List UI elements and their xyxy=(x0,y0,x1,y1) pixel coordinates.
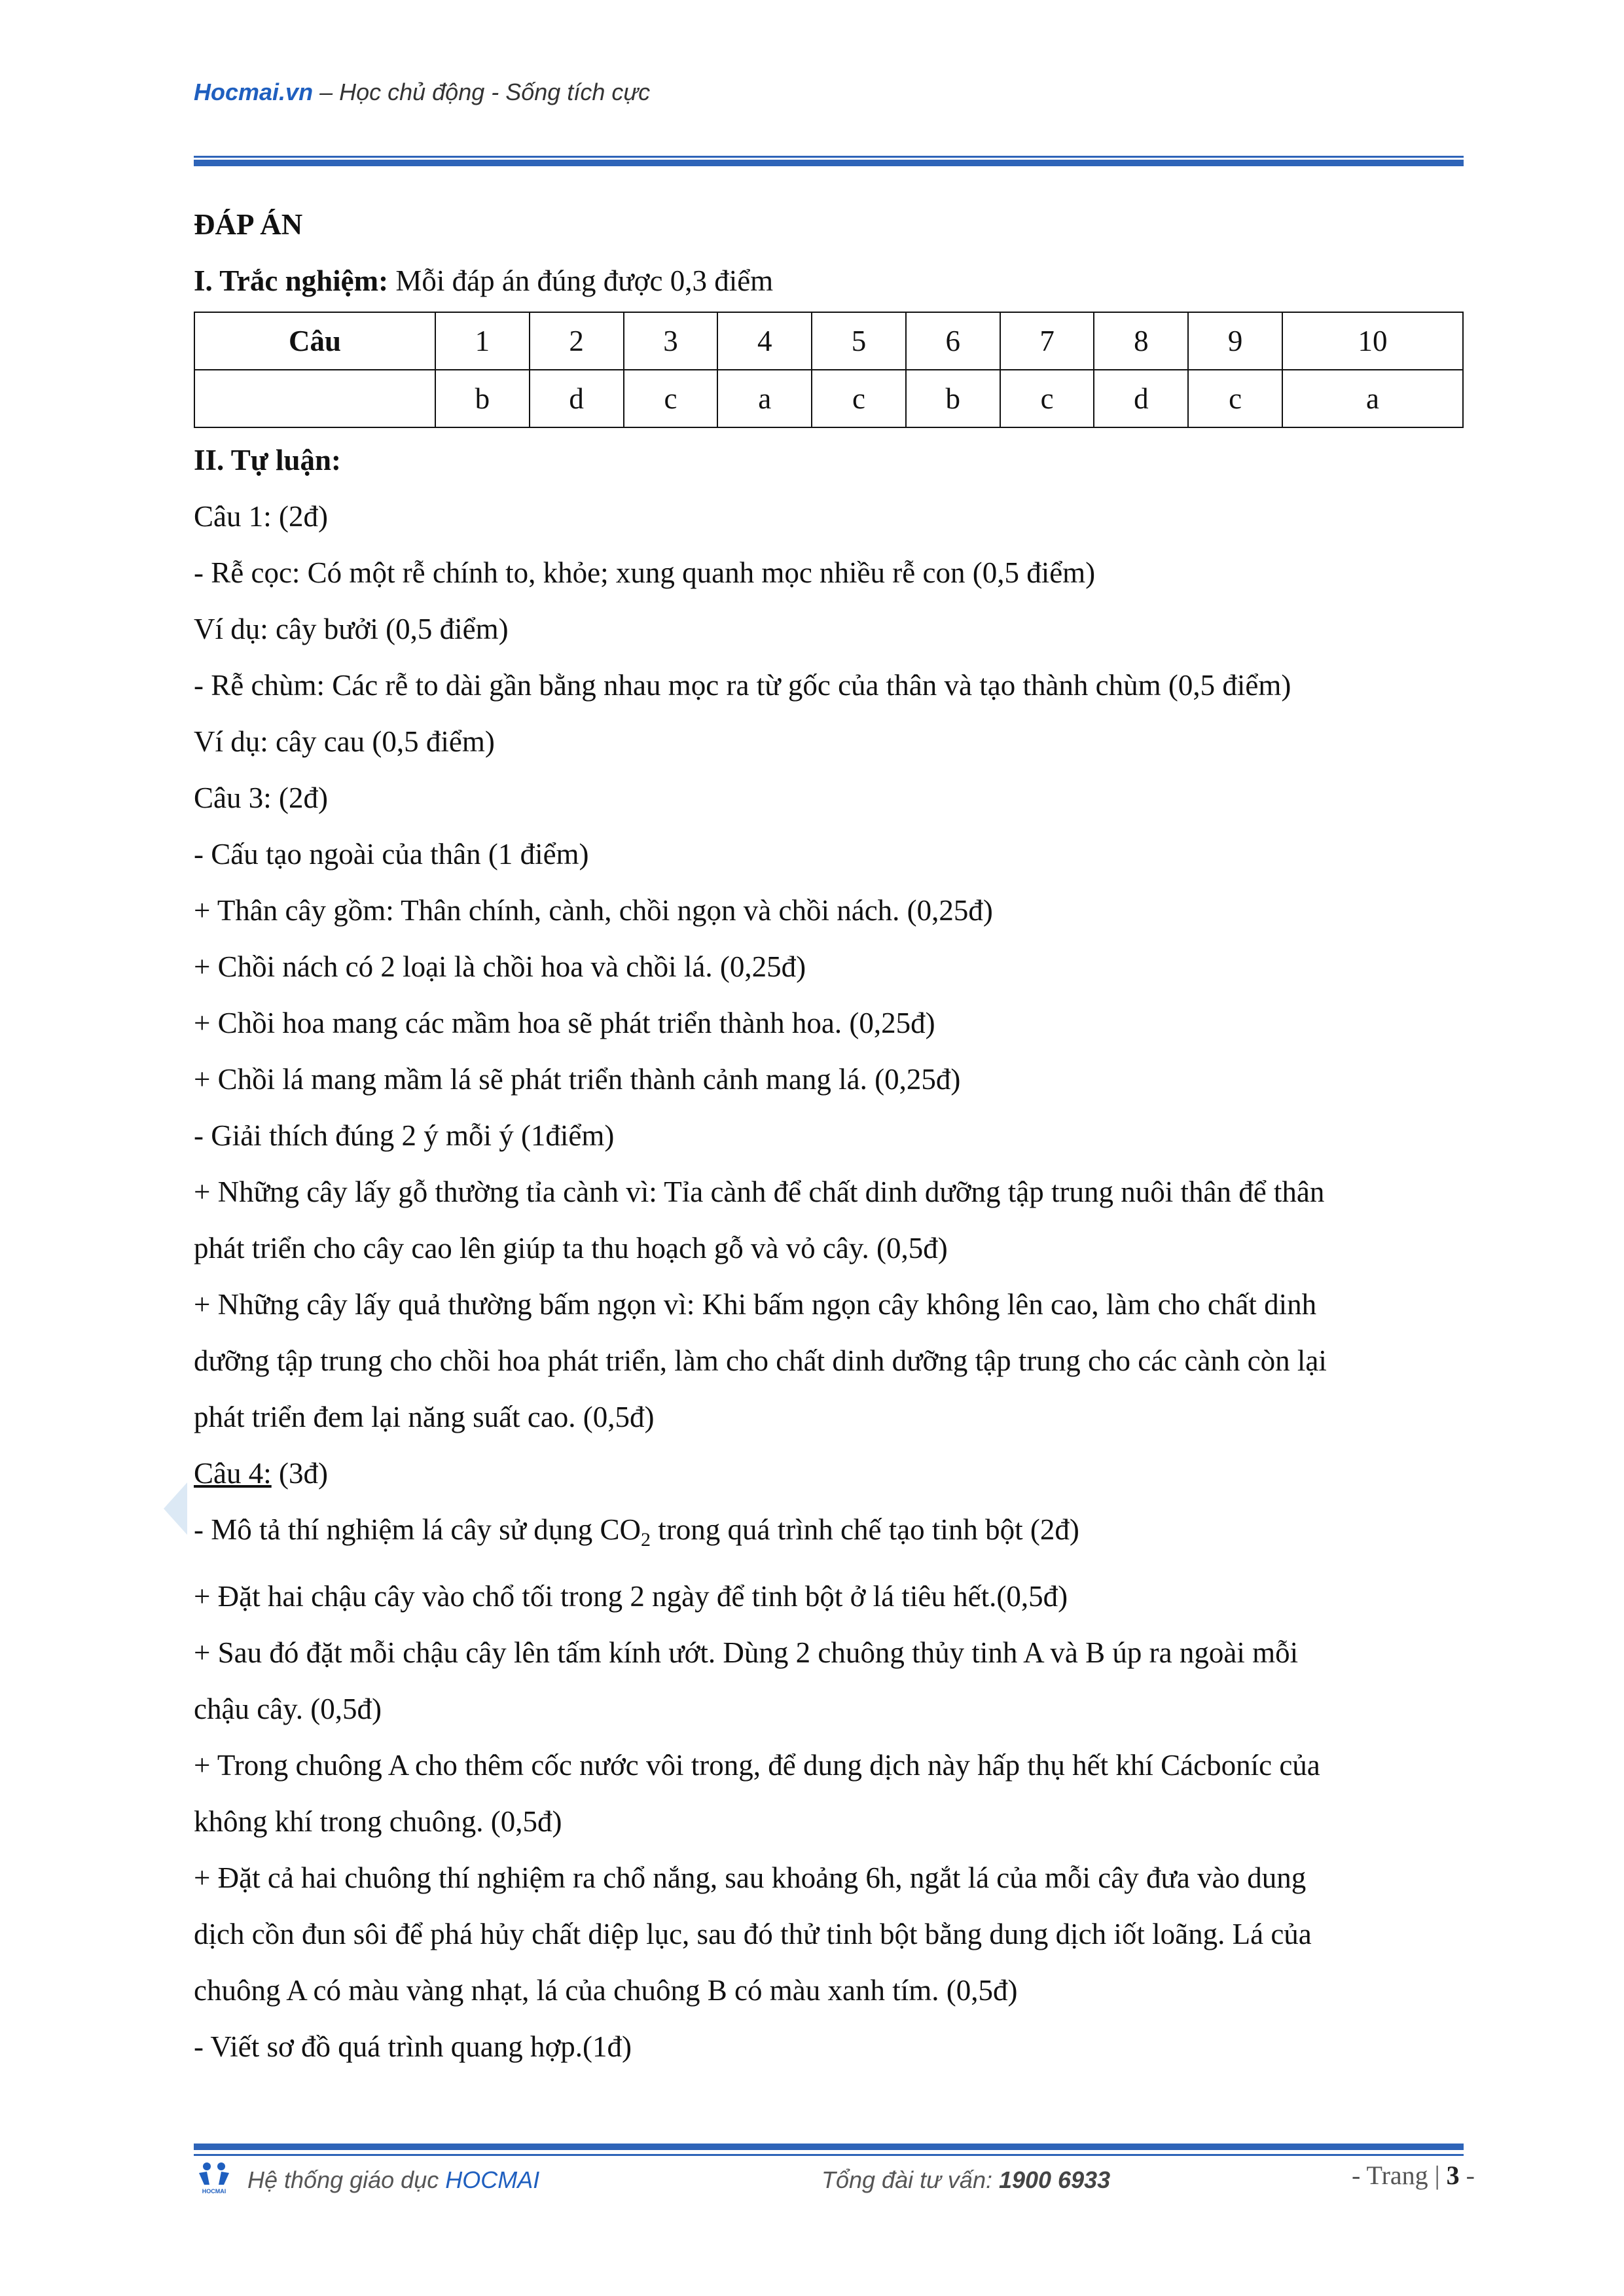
answer-cell: d xyxy=(1094,370,1188,427)
document-body xyxy=(194,196,1464,2075)
question3-line: - Giải thích đúng 2 ý mỗi ý (1điểm) xyxy=(194,1119,615,1152)
answer-table xyxy=(194,312,1464,428)
question1-line: - Rễ chùm: Các rễ to dài gần bằng nhau mọc ra từ gốc của thân và tạo thành chùm (0,5 điểm) xyxy=(194,669,1291,702)
question3-line: + Chồi lá mang mầm lá sẽ phát triển thành cảnh mang lá. (0,25đ) xyxy=(194,1063,961,1096)
answer-cell: d xyxy=(530,370,624,427)
question-number: 5 xyxy=(812,312,906,370)
question-number: 1 xyxy=(435,312,530,370)
question4-line: dịch cồn đun sôi để phá hủy chất diệp lục, sau đó thử tinh bột bằng dung dịch iốt loãng. Lá của xyxy=(194,1918,1312,1950)
question3-line: + Những cây lấy quả thường bấm ngọn vì: Khi bấm ngọn cây không lên cao, làm cho chất dinh xyxy=(194,1288,1317,1321)
question-number: 8 xyxy=(1094,312,1188,370)
question4-desc-sub: 2 xyxy=(641,1529,651,1551)
question3-title: Câu 3: (2đ) xyxy=(194,781,328,814)
header-rule-thick xyxy=(194,160,1464,166)
section1-heading: I. Trắc nghiệm: xyxy=(194,264,389,297)
question4-title-line xyxy=(194,1445,1464,1501)
page-suffix: - xyxy=(1459,2161,1475,2190)
question-number: 7 xyxy=(1000,312,1094,370)
section2-heading: II. Tự luận: xyxy=(194,444,342,476)
section1-note: Mỗi đáp án đúng được 0,3 điểm xyxy=(388,264,774,297)
question4-points: (3đ) xyxy=(271,1457,328,1490)
footer-hotline-number[interactable]: 1900 6933 xyxy=(998,2166,1111,2193)
header-brand[interactable]: Hocmai.vn xyxy=(194,79,314,105)
footer-hotline xyxy=(821,2166,1110,2194)
answer-cell: c xyxy=(812,370,906,427)
question1-line: - Rễ cọc: Có một rễ chính to, khỏe; xung quanh mọc nhiều rễ con (0,5 điểm) xyxy=(194,556,1096,589)
header-slogan: – Học chủ động - Sống tích cực xyxy=(313,79,651,105)
question3-line: + Chồi hoa mang các mầm hoa sẽ phát triển thành hoa. (0,25đ) xyxy=(194,1007,935,1039)
question3-line: - Cấu tạo ngoài của thân (1 điểm) xyxy=(194,838,589,870)
question4-line: chậu cây. (0,5đ) xyxy=(194,1693,382,1725)
question4-desc-pre: - Mô tả thí nghiệm lá cây sử dụng CO xyxy=(194,1513,641,1546)
answer-table-header-label: Câu xyxy=(194,312,435,370)
watermark-arrow-icon xyxy=(164,1482,187,1535)
question-number: 2 xyxy=(530,312,624,370)
answer-table-answer-row xyxy=(194,370,1463,427)
question-number: 9 xyxy=(1188,312,1282,370)
question4-title: Câu 4: xyxy=(194,1457,272,1490)
page-header xyxy=(194,79,650,106)
answer-table-header-row xyxy=(194,312,1463,370)
question3-line: phát triển đem lại năng suất cao. (0,5đ) xyxy=(194,1401,655,1433)
answer-cell: a xyxy=(717,370,812,427)
footer-rule-thin xyxy=(194,2154,1464,2156)
header-rule-thin xyxy=(194,156,1464,158)
question1-line: Ví dụ: cây bưởi (0,5 điểm) xyxy=(194,613,509,645)
page-number: 3 xyxy=(1446,2161,1460,2190)
question4-line: - Viết sơ đồ quá trình quang hợp.(1đ) xyxy=(194,2030,632,2063)
question4-line: + Sau đó đặt mỗi chậu cây lên tấm kính ướt. Dùng 2 chuông thủy tinh A và B úp ra ngoài mỗi xyxy=(194,1636,1299,1669)
page-number-block xyxy=(1352,2160,1475,2191)
answer-cell: b xyxy=(435,370,530,427)
answer-cell: c xyxy=(624,370,718,427)
question1-title: Câu 1: (2đ) xyxy=(194,500,328,533)
answer-cell: a xyxy=(1282,370,1463,427)
answer-table-empty-cell xyxy=(194,370,435,427)
footer-system-brand[interactable]: HOCMAI xyxy=(445,2166,540,2193)
question4-line: + Đặt cả hai chuông thí nghiệm ra chổ nắng, sau khoảng 6h, ngắt lá của mỗi cây đưa vào dung xyxy=(194,1861,1307,1894)
question3-line: + Chồi nách có 2 loại là chồi hoa và chồi lá. (0,25đ) xyxy=(194,950,806,983)
hocmai-logo-icon xyxy=(194,2159,234,2195)
question4-desc-post: trong quá trình chế tạo tinh bột (2đ) xyxy=(651,1513,1079,1546)
question3-line: + Thân cây gồm: Thân chính, cành, chồi ngọn và chồi nách. (0,25đ) xyxy=(194,894,993,927)
question4-line: + Trong chuông A cho thêm cốc nước vôi trong, để dung dịch này hấp thụ hết khí Cácboníc của xyxy=(194,1749,1320,1782)
question4-description xyxy=(194,1501,1464,1568)
question-number: 3 xyxy=(624,312,718,370)
answer-cell: c xyxy=(1188,370,1282,427)
question1-line: Ví dụ: cây cau (0,5 điểm) xyxy=(194,725,495,758)
logo-text: HOCMAI xyxy=(202,2188,226,2195)
footer-rule-thick xyxy=(194,2144,1464,2150)
question3-line: phát triển cho cây cao lên giúp ta thu hoạch gỗ và vỏ cây. (0,5đ) xyxy=(194,1232,948,1265)
question4-line: + Đặt hai chậu cây vào chổ tối trong 2 ngày để tinh bột ở lá tiêu hết.(0,5đ) xyxy=(194,1580,1068,1613)
question-number: 4 xyxy=(717,312,812,370)
answer-cell: c xyxy=(1000,370,1094,427)
footer-hotline-label: Tổng đài tư vấn: xyxy=(821,2166,999,2193)
answer-cell: b xyxy=(906,370,1000,427)
question4-line: chuông A có màu vàng nhạt, lá của chuông B có màu xanh tím. (0,5đ) xyxy=(194,1974,1018,2007)
page-label: - Trang | xyxy=(1351,2161,1447,2190)
question-number: 6 xyxy=(906,312,1000,370)
footer-system xyxy=(247,2166,539,2194)
question4-line: không khí trong chuông. (0,5đ) xyxy=(194,1805,562,1838)
footer-system-label: Hệ thống giáo dục xyxy=(247,2166,446,2193)
page-title: ĐÁP ÁN xyxy=(194,208,303,241)
question3-line: + Những cây lấy gỗ thường tỉa cành vì: Tỉa cành để chất dinh dưỡng tập trung nuôi thân để thân xyxy=(194,1175,1325,1208)
question-number: 10 xyxy=(1282,312,1463,370)
question3-line: dưỡng tập trung cho chồi hoa phát triển, làm cho chất dinh dưỡng tập trung cho các cành còn lại xyxy=(194,1344,1327,1377)
section1-heading-line xyxy=(194,253,1464,309)
